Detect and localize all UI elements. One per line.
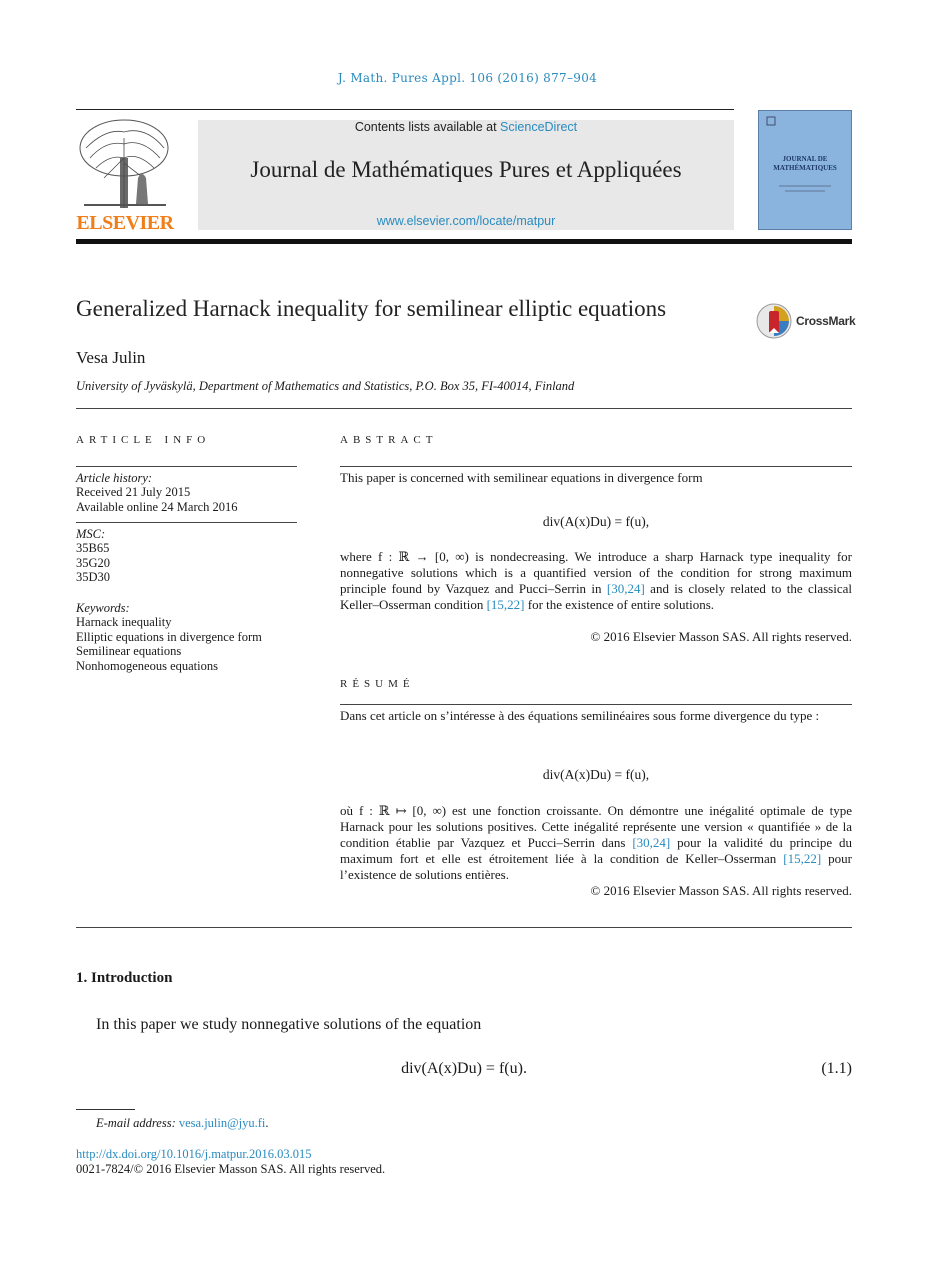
resume-equation: div(A(x)Du) = f(u), — [542, 767, 650, 782]
article-history — [76, 471, 306, 514]
crossmark-label: CrossMark — [796, 314, 856, 328]
section-heading-introduction: 1. Introduction — [76, 970, 173, 986]
resume-text: où f : ℝ ↦ [0, ∞) est une fonction croissante. On démontre une inégalité optimale de type Harnack pour les solutions positives. Cette inégalité représente une version « quantifiée » de la condition établie par Vazquez et Pucci–Serrin dans — [340, 803, 852, 850]
contents-line — [198, 120, 734, 134]
citation-link[interactable]: [15,22] — [486, 597, 525, 612]
equation-1-1: div(A(x)Du) = f(u). — [401, 1060, 527, 1077]
front-matter-end-rule — [76, 927, 852, 928]
journal-citation[interactable]: J. Math. Pures Appl. 106 (2016) 877–904 — [337, 71, 598, 85]
email-label: E-mail address: — [96, 1116, 179, 1130]
resume-paragraph-2 — [340, 803, 852, 883]
msc-code: 35B65 — [76, 541, 110, 556]
resume-text: pour l’existence de solutions entières. — [340, 851, 852, 882]
abstract-rule — [340, 466, 852, 467]
keyword: Semilinear equations — [76, 644, 182, 659]
journal-name: Journal de Mathématiques Pures et Appliquées — [250, 157, 682, 182]
citation-link[interactable]: [15,22] — [783, 851, 822, 866]
citation-link[interactable]: [30,24] — [632, 835, 671, 850]
keywords-label: Keywords: — [76, 601, 130, 615]
header-rule — [76, 109, 734, 110]
affiliation-rule — [76, 408, 852, 409]
msc-label: MSC: — [76, 527, 106, 541]
resume-paragraph-1: Dans cet article on s’intéresse à des équations semilinéaires sous forme divergence du type : — [340, 708, 820, 723]
article-info-rule — [76, 466, 297, 467]
email-end: . — [265, 1116, 269, 1130]
received-date: Received 21 July 2015 — [76, 485, 191, 500]
abstract-heading: ABSTRACT — [340, 434, 438, 446]
resume-text: pour la validité du principe du maximum fort et elle est étroitement liée à la condition de Keller–Osserman — [340, 835, 852, 866]
citation-link[interactable]: [30,24] — [606, 581, 645, 596]
article-history-rule — [76, 522, 297, 523]
available-date: Available online 24 March 2016 — [76, 499, 238, 514]
keyword: Nonhomogeneous equations — [76, 658, 218, 673]
article-title: Generalized Harnack inequality for semilinear elliptic equations — [76, 296, 667, 321]
sciencedirect-link[interactable]: ScienceDirect — [500, 120, 578, 134]
abstract-text: where f : ℝ → [0, ∞) is nondecreasing. We introduce a sharp Harnack type inequality for nonnegative solutions which is a quantified version of the condition for strong maximum principle found by Vazquez and Pucci–Serrin in — [340, 549, 852, 596]
contents-prefix: Contents lists available at — [354, 120, 501, 134]
email-link[interactable]: vesa.julin@jyu.fi — [178, 1116, 266, 1130]
abstract-text: and is closely related to the classical Keller–Osserman condition — [340, 581, 852, 612]
crossmark-badge[interactable] — [756, 303, 856, 341]
msc-block — [76, 527, 306, 585]
resume-copyright: © 2016 Elsevier Masson SAS. All rights reserved. — [590, 883, 852, 898]
resume-rule — [340, 704, 852, 705]
keywords-block — [76, 601, 306, 673]
issn-copyright: 0021-7824/© 2016 Elsevier Masson SAS. All rights reserved. — [76, 1162, 386, 1176]
cover-title: JOURNAL DE MATHÉMATIQUES — [773, 155, 837, 172]
author-name: Vesa Julin — [76, 348, 146, 367]
msc-code: 35D30 — [76, 570, 111, 585]
author-affiliation: University of Jyväskylä, Department of Mathematics and Statistics, P.O. Box 35, FI-40014, Finland — [76, 379, 575, 393]
abstract-paragraph-1: This paper is concerned with semilinear equations in divergence form — [340, 470, 703, 485]
msc-code: 35G20 — [76, 555, 111, 570]
equation-number: (1.1) — [821, 1060, 852, 1077]
article-info-heading: ARTICLE INFO — [76, 434, 211, 446]
doi-link[interactable]: http://dx.doi.org/10.1016/j.matpur.2016.03.015 — [76, 1147, 312, 1161]
abstract-equation: div(A(x)Du) = f(u), — [542, 514, 650, 529]
footnote-email — [96, 1116, 269, 1131]
keyword: Harnack inequality — [76, 615, 172, 630]
abstract-paragraph-2 — [340, 549, 852, 613]
footnote-rule — [76, 1109, 135, 1110]
history-label: Article history: — [76, 471, 153, 485]
abstract-text: for the existence of entire solutions. — [524, 597, 715, 612]
intro-text: In this paper we study nonnegative solutions of the equation — [96, 1016, 482, 1033]
keyword: Elliptic equations in divergence form — [76, 629, 262, 644]
abstract-copyright: © 2016 Elsevier Masson SAS. All rights reserved. — [590, 629, 852, 644]
header-thick-rule — [76, 239, 852, 244]
journal-url-link[interactable]: www.elsevier.com/locate/matpur — [376, 214, 556, 228]
resume-heading: RÉSUMÉ — [340, 678, 415, 690]
elsevier-wordmark: ELSEVIER — [76, 212, 174, 234]
